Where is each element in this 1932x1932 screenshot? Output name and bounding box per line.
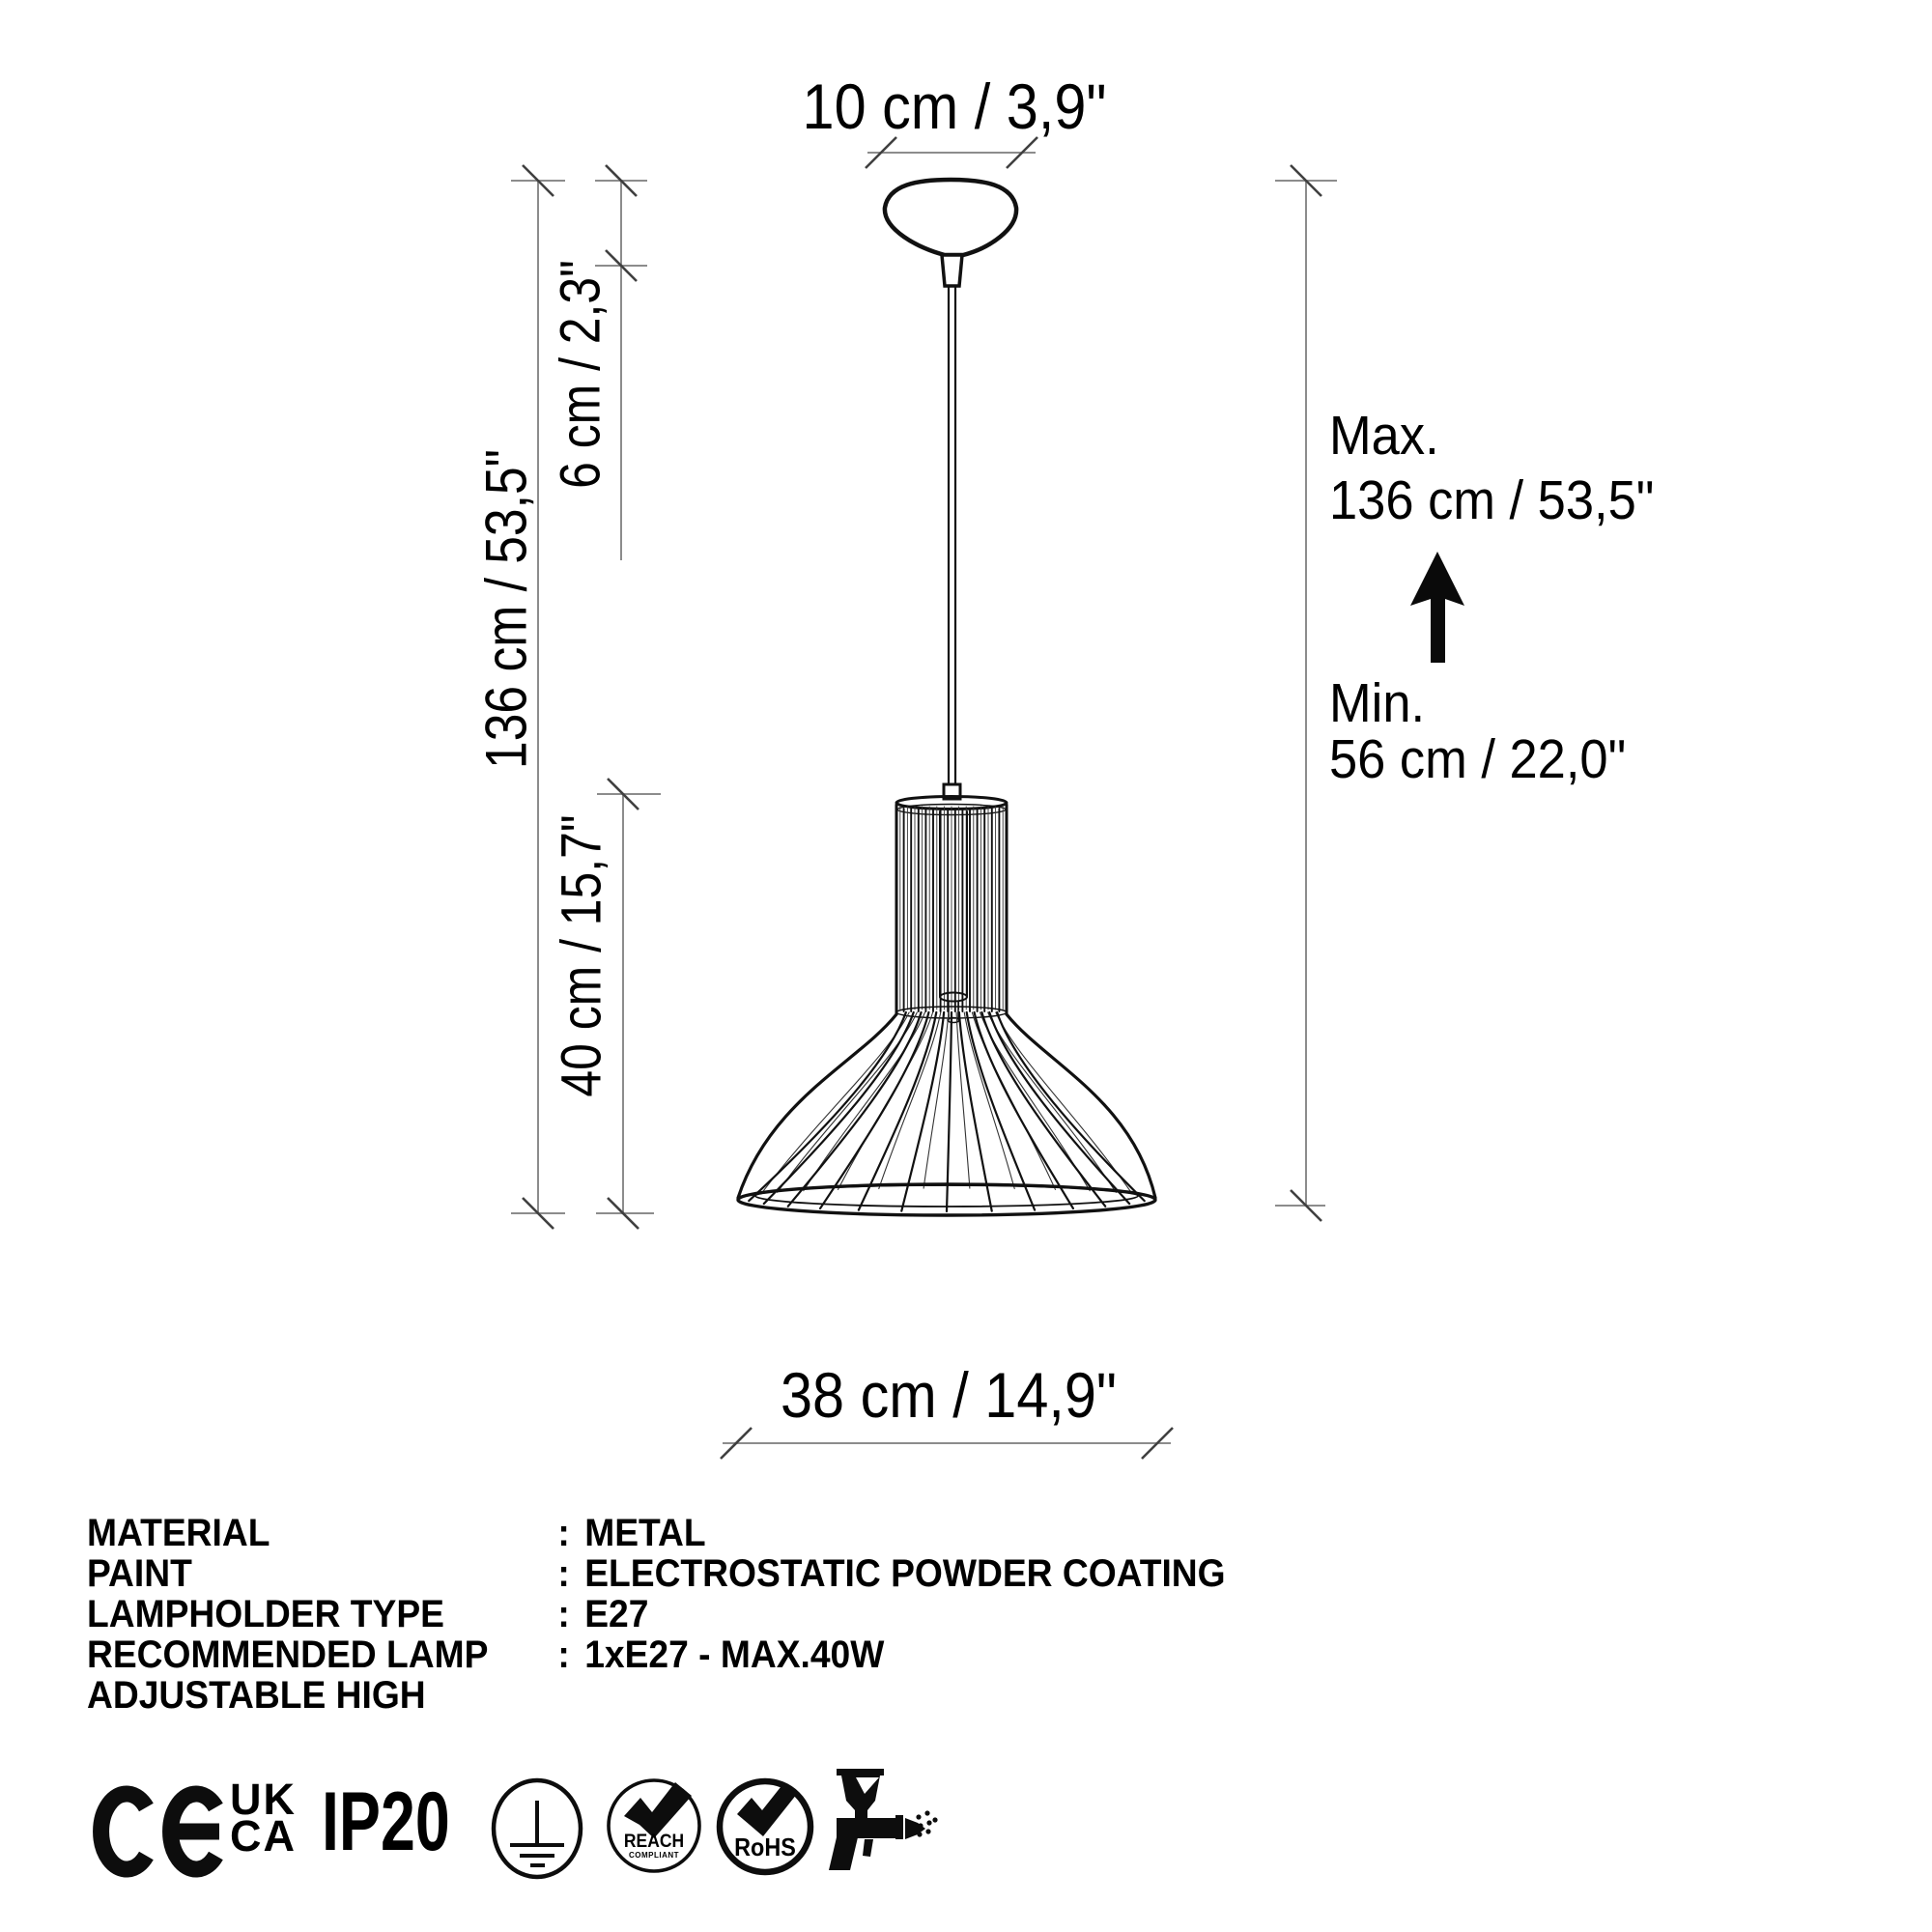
pendant-lamp-drawing bbox=[738, 180, 1155, 1215]
dim-label-canopy-width: 10 cm / 3,9" bbox=[802, 71, 1107, 142]
cage-wire bbox=[981, 1012, 1105, 1207]
dim-shade-diameter bbox=[721, 1428, 1173, 1459]
cage-wire bbox=[975, 1012, 1073, 1208]
spec-row-material bbox=[87, 1513, 1226, 1553]
max-label: Max. bbox=[1329, 405, 1439, 467]
dim-label-total-height: 136 cm / 53,5" bbox=[473, 449, 539, 769]
ce-mark-icon bbox=[101, 1794, 219, 1869]
cage-wire bbox=[956, 1012, 970, 1188]
spec-row-adjustable bbox=[87, 1675, 1226, 1716]
spec-colon: : bbox=[557, 1552, 570, 1595]
earth-ground-icon bbox=[494, 1780, 581, 1877]
cage-back-ribs bbox=[761, 1012, 1132, 1194]
spec-value: ELECTROSTATIC POWDER COATING bbox=[584, 1552, 1226, 1595]
spec-label: ADJUSTABLE HIGH bbox=[87, 1674, 426, 1717]
canopy-stem bbox=[942, 255, 962, 286]
rohs-label: RoHS bbox=[734, 1833, 796, 1861]
rohs-checkmark-icon bbox=[737, 1782, 797, 1836]
spec-colon: : bbox=[557, 1593, 570, 1635]
spec-value: E27 bbox=[584, 1593, 649, 1635]
spray-dots bbox=[916, 1810, 937, 1836]
cage-wire bbox=[838, 1012, 933, 1189]
ukca-line2: CA bbox=[230, 1811, 297, 1861]
min-value: 56 cm / 22,0" bbox=[1329, 728, 1627, 790]
cage-neck-wires bbox=[900, 807, 1003, 1011]
spec-value: METAL bbox=[584, 1512, 706, 1554]
ip-rating: IP20 bbox=[322, 1776, 450, 1868]
dim-adjustable-height bbox=[1275, 165, 1337, 1221]
spec-row-paint bbox=[87, 1553, 1226, 1594]
reach-sub-label: COMPLIANT bbox=[628, 1851, 680, 1860]
min-label: Min. bbox=[1329, 672, 1426, 734]
reach-checkmark-icon bbox=[624, 1782, 692, 1838]
spec-label: LAMPHOLDER TYPE bbox=[87, 1593, 444, 1635]
cage-shade bbox=[738, 797, 1155, 1216]
max-value: 136 cm / 53,5" bbox=[1329, 469, 1655, 531]
cage-wire bbox=[947, 1012, 952, 1211]
spec-row-lampholder bbox=[87, 1594, 1226, 1634]
spec-row-recommended-lamp bbox=[87, 1634, 1226, 1675]
spec-colon: : bbox=[557, 1634, 570, 1676]
spec-label: MATERIAL bbox=[87, 1512, 270, 1554]
spec-colon: : bbox=[557, 1512, 570, 1554]
dim-label-shade-diameter: 38 cm / 14,9" bbox=[781, 1359, 1117, 1431]
spec-colon bbox=[557, 1675, 584, 1716]
cage-wire bbox=[972, 1012, 1055, 1189]
spec-table bbox=[87, 1513, 1226, 1716]
spec-value: 1xE27 - MAX.40W bbox=[584, 1634, 885, 1676]
ukca-line1: UK bbox=[230, 1775, 297, 1824]
up-arrow-icon bbox=[1410, 552, 1464, 663]
shade-right-edge bbox=[1007, 1014, 1155, 1198]
dim-label-canopy-height: 6 cm / 2,3" bbox=[549, 260, 612, 489]
reach-label: REACH bbox=[623, 1832, 685, 1852]
spec-label: PAINT bbox=[87, 1552, 192, 1595]
cage-front-ribs bbox=[749, 1012, 1144, 1211]
dim-label-shade-height: 40 cm / 15,7" bbox=[550, 814, 613, 1097]
cage-wire bbox=[923, 1012, 949, 1188]
spec-label: RECOMMENDED LAMP bbox=[87, 1634, 489, 1676]
cage-wire bbox=[967, 1012, 1035, 1210]
suspension-cord bbox=[949, 286, 955, 784]
cage-wire bbox=[820, 1012, 928, 1208]
cage-wire bbox=[749, 1012, 906, 1201]
ukca-mark bbox=[230, 1775, 297, 1861]
ceiling-canopy bbox=[885, 180, 1016, 255]
spray-paint-gun-icon bbox=[829, 1769, 938, 1870]
